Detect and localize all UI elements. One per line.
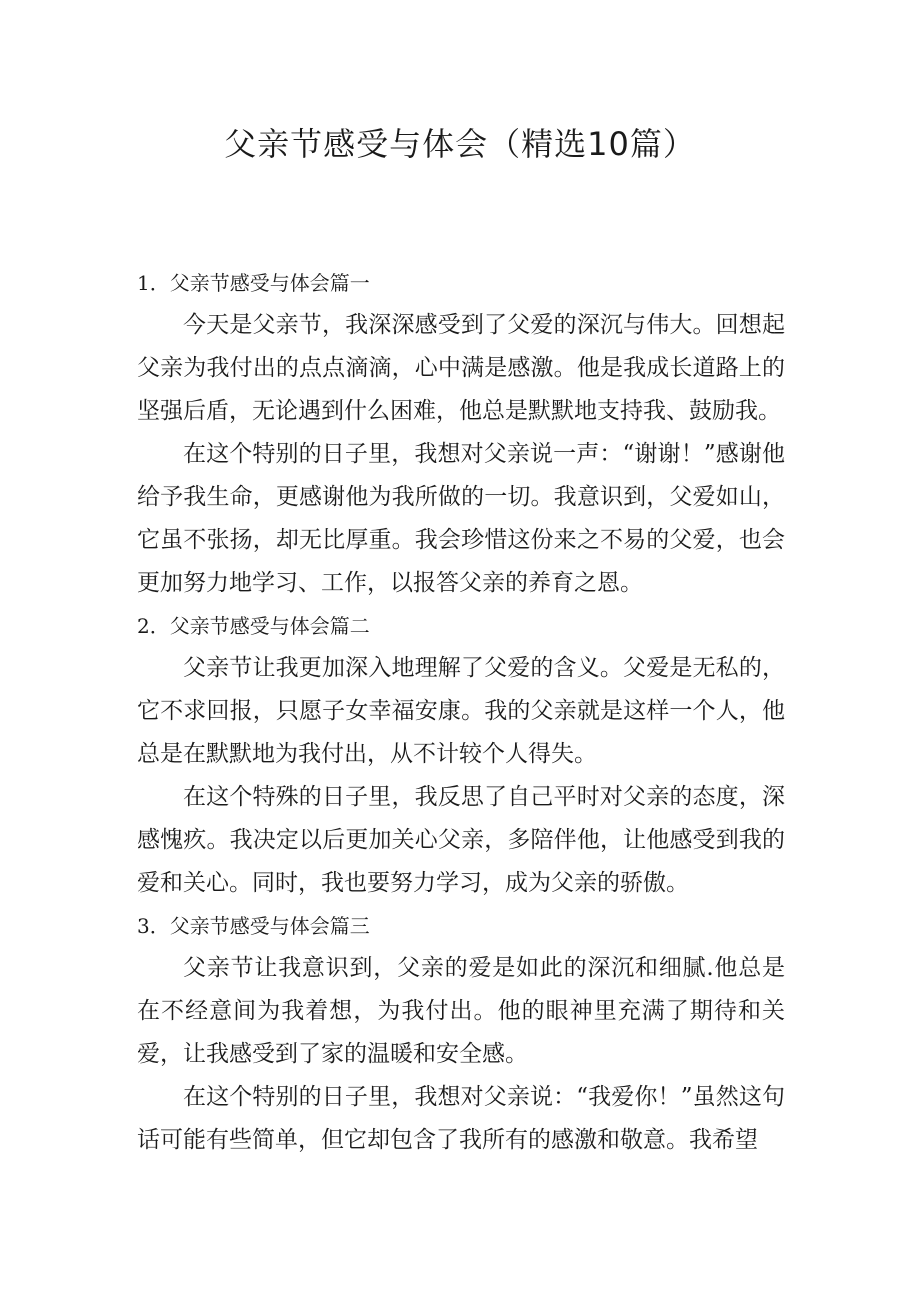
paragraph: 父亲节让我意识到，父亲的爱是如此的深沉和细腻.他总是在不经意间为我着想，为我付出。他的眼神里充满了期待和关爱，让我感受到了家的温暖和安全感。: [137, 955, 785, 1067]
section-3: [137, 905, 785, 1162]
paragraph: 父亲节让我更加深入地理解了父爱的含义。父爱是无私的，它不求回报，只愿子女幸福安康。我的父亲就是这样一个人，他总是在默默地为我付出，从不计较个人得失。: [137, 655, 785, 767]
section-heading: 3．父亲节感受与体会篇三: [137, 914, 370, 938]
paragraph: 在这个特别的日子里，我想对父亲说一声：“谢谢！”感谢他给予我生命，更感谢他为我所做的一切。我意识到，父爱如山，它虽不张扬，却无比厚重。我会珍惜这份来之不易的父爱，也会更加努力地学习、工作，以报答父亲的养育之恩。: [137, 441, 785, 596]
paragraph: 在这个特别的日子里，我想对父亲说：“我爱你！”虽然这句话可能有些简单，但它却包含了我所有的感激和敬意。我希望: [137, 1084, 785, 1153]
paragraph: 今天是父亲节，我深深感受到了父爱的深沉与伟大。回想起父亲为我付出的点点滴滴，心中满是感激。他是我成长道路上的坚强后盾，无论遇到什么困难，他总是默默地支持我、鼓励我。: [137, 312, 785, 424]
section-1: [137, 262, 785, 605]
section-heading: 1．父亲节感受与体会篇一: [137, 271, 370, 295]
document-title: 父亲节感受与体会（精选10篇）: [224, 125, 696, 163]
paragraph: 在这个特殊的日子里，我反思了自己平时对父亲的态度，深感愧疚。我决定以后更加关心父亲，多陪伴他，让他感受到我的爱和关心。同时，我也要努力学习，成为父亲的骄傲。: [137, 784, 785, 896]
document-body: [137, 262, 785, 1162]
section-heading: 2．父亲节感受与体会篇二: [137, 614, 370, 638]
section-2: [137, 605, 785, 905]
